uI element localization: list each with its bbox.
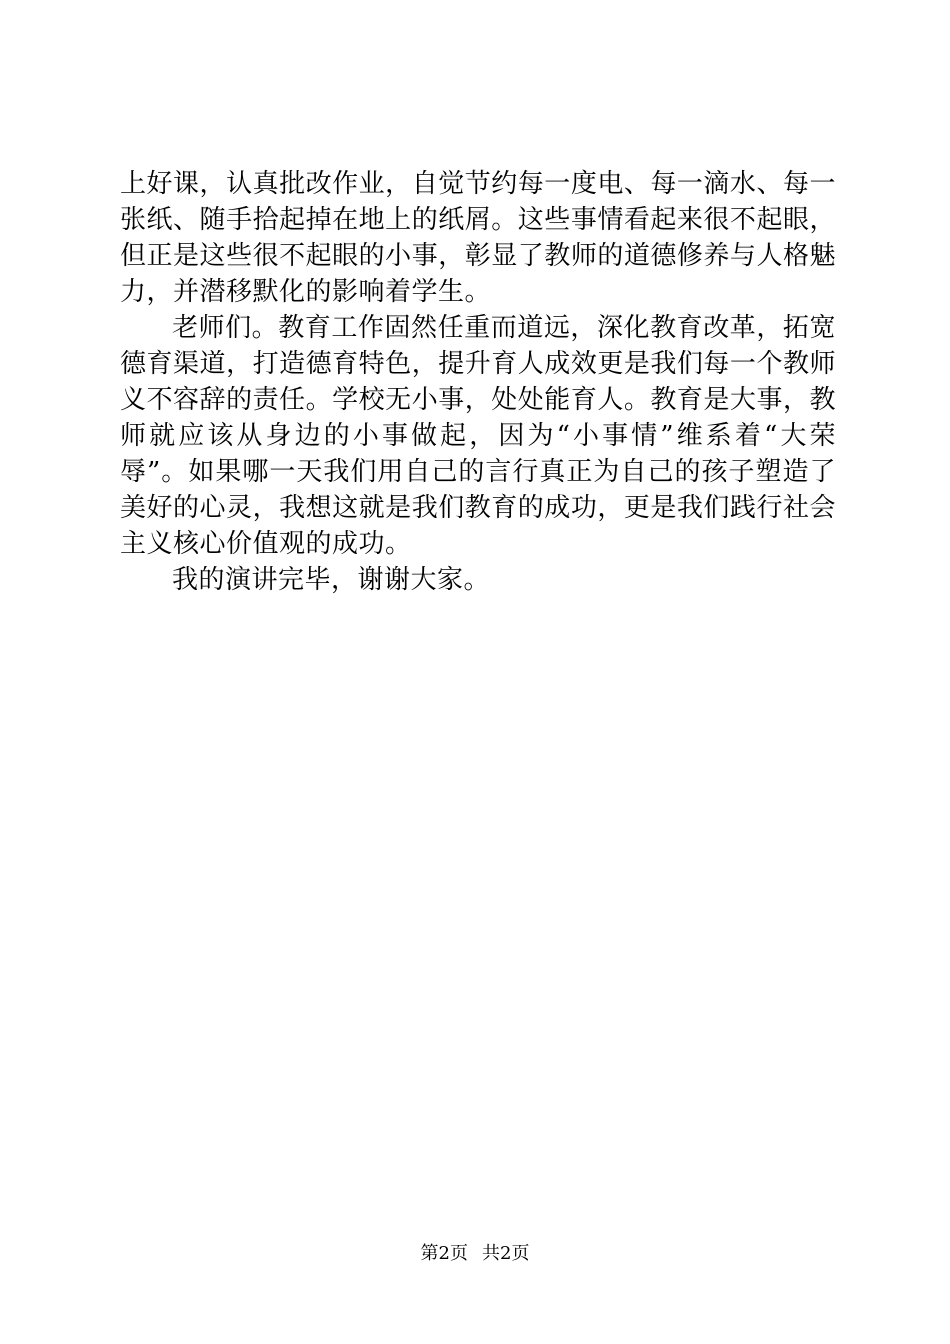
paragraph-1	[120, 166, 836, 310]
text-line: 力，并潜移默化的影响着学生。	[120, 277, 492, 307]
text-line: 老师们。教育工作固然任重而道远，深化教育改革，拓宽	[172, 313, 836, 343]
document-body	[120, 166, 836, 598]
page-number: 第2页	[420, 1243, 468, 1264]
text-line: 美好的心灵，我想这就是我们教育的成功，更是我们践行社会	[120, 493, 836, 523]
paragraph-3	[120, 562, 836, 598]
page-footer	[0, 1242, 950, 1266]
text-line: 上好课，认真批改作业，自觉节约每一度电、每一滴水、每一	[120, 169, 836, 199]
text-line: 义不容辞的责任。学校无小事，处处能育人。教育是大事，教	[120, 385, 836, 415]
paragraph-2	[120, 310, 836, 562]
text-line: 主义核心价值观的成功。	[120, 529, 412, 559]
text-line: 张纸、随手拾起掉在地上的纸屑。这些事情看起来很不起眼，	[120, 205, 836, 235]
text-line: 我的演讲完毕，谢谢大家。	[172, 565, 491, 595]
text-line: 但正是这些很不起眼的小事，彰显了教师的道德修养与人格魅	[120, 241, 836, 271]
page-total: 共2页	[482, 1243, 530, 1264]
text-line: 德育渠道，打造德育特色，提升育人成效更是我们每一个教师	[120, 349, 836, 379]
text-line: 师就应该从身边的小事做起，因为“小事情”维系着“大荣	[120, 421, 836, 451]
text-line: 辱”。如果哪一天我们用自己的言行真正为自己的孩子塑造了	[120, 457, 836, 487]
